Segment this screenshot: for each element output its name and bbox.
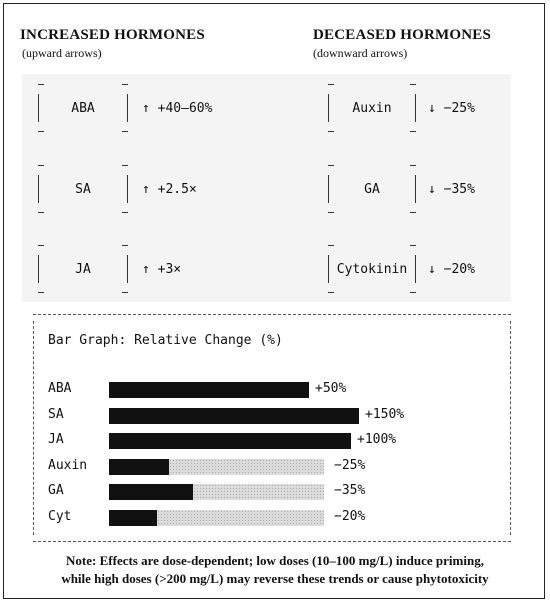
bar-fill	[109, 459, 169, 475]
hormone-change: ↓ −20%	[428, 261, 475, 277]
decreased-title: DECEASED HORMONES	[313, 27, 492, 43]
bar-sa	[109, 408, 359, 424]
bar-label-sa: SA	[48, 406, 64, 422]
bar-fill	[109, 433, 351, 449]
bar-label-auxin: Auxin	[48, 457, 88, 473]
bar-label-ja: JA	[48, 432, 64, 447]
bar-ja	[109, 433, 351, 449]
bar-aba	[109, 382, 309, 398]
bar-value-cyt: −20%	[334, 508, 366, 524]
hormone-name: SA	[75, 181, 91, 197]
increased-title: INCREASED HORMONES	[20, 27, 205, 43]
hormone-box-aba	[38, 84, 128, 132]
hormone-name: JA	[75, 261, 91, 277]
hormone-change: ↓ −35%	[428, 181, 475, 197]
decreased-subtitle: (downward arrows)	[313, 46, 408, 60]
bar-label-ga: GA	[48, 483, 64, 498]
bar-graph	[33, 314, 511, 542]
bar-fill	[109, 484, 193, 500]
bar-label-aba: ABA	[48, 381, 72, 396]
bar-value-ga: −35%	[334, 483, 366, 498]
bar-value-ja: +100%	[357, 432, 397, 447]
bar-value-auxin: −25%	[334, 457, 366, 473]
bar-label-cyt: Cyt	[48, 508, 72, 524]
hormone-name: Cytokinin	[336, 261, 408, 277]
bar-cyt	[109, 510, 324, 526]
bar-auxin	[109, 459, 324, 475]
bar-value-sa: +150%	[365, 406, 405, 422]
hormone-name: Auxin	[352, 100, 392, 116]
chart-title: Bar Graph: Relative Change (%)	[48, 333, 283, 348]
bar-fill	[109, 382, 309, 398]
hormone-change: ↑ +2.5×	[142, 181, 197, 197]
hormone-box-ja	[38, 245, 128, 293]
bar-ga	[109, 484, 324, 500]
note-line-1: Note: Effects are dose-dependent; low doses (10–100 mg/L) induce priming,	[66, 553, 484, 568]
hormone-box-ga	[328, 165, 416, 213]
hormone-box-sa	[38, 165, 128, 213]
hormone-name: ABA	[71, 100, 95, 116]
hormone-change: ↓ −25%	[428, 100, 475, 116]
increased-subtitle: (upward arrows)	[22, 46, 102, 60]
hormone-box-auxin	[328, 84, 416, 132]
bar-fill	[109, 510, 157, 526]
hormone-box-cytokinin	[328, 245, 416, 293]
hormone-change: ↑ +3×	[142, 261, 182, 277]
bar-fill	[109, 408, 359, 424]
hormone-name: GA	[364, 181, 380, 197]
bar-value-aba: +50%	[315, 381, 347, 396]
note-line-2: while high doses (>200 mg/L) may reverse these trends or cause phytotoxicity	[61, 571, 489, 586]
hormone-change: ↑ +40–60%	[142, 100, 213, 116]
